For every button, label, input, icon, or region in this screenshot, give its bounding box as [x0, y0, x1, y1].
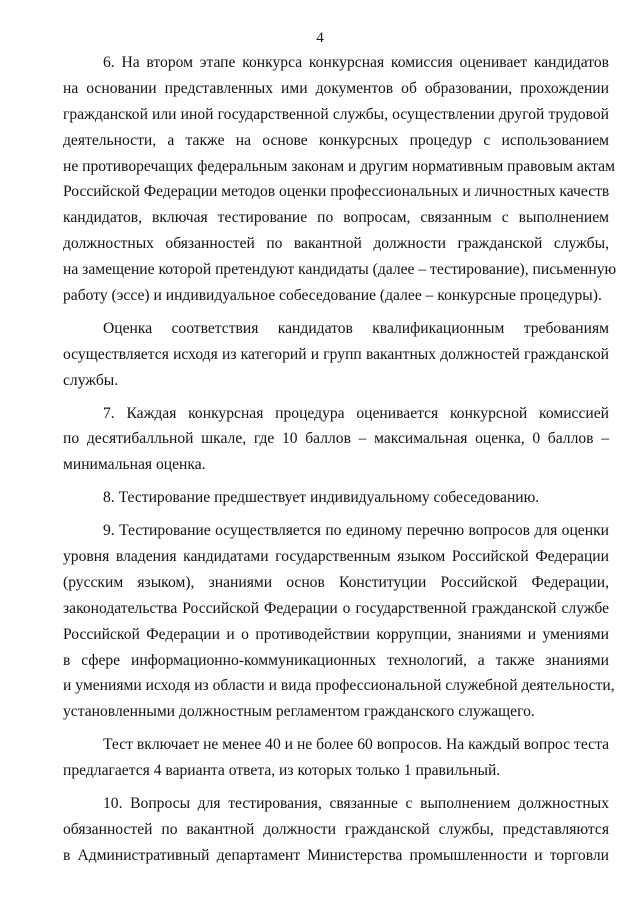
paragraph-gap [63, 309, 609, 316]
paragraph-2 [63, 316, 609, 394]
text-line: 7. Каждая конкурсная процедура оценивается конкурсной комиссией [103, 404, 609, 422]
paragraph-gap [63, 511, 609, 518]
text-line: на замещение которой претендуют кандидаты (далее – тестирование), письменную [63, 261, 617, 279]
paragraph-3 [63, 401, 609, 479]
text-line: в сфере информационно-коммуникационных технологий, а также знаниями [63, 651, 609, 669]
text-line: деятельности, а также на основе конкурсных процедур с использованием [63, 131, 609, 149]
text-line: обязанностей по вакантной должности гражданской службы, представляются [63, 820, 609, 838]
text-line: и умениями исходя из области и вида профессиональной служебной деятельности, [63, 677, 615, 695]
text-line: работу (эссе) и индивидуальное собеседование (далее – конкурсные процедуры). [63, 287, 602, 305]
text-line: 6. На втором этапе конкурса конкурсная комиссия оценивает кандидатов [103, 54, 609, 71]
text-line: по десятибалльной шкале, где 10 баллов – максимальная оценка, 0 баллов – [63, 430, 609, 448]
page-number: 4 [316, 30, 324, 46]
text-line: 9. Тестирование осуществляется по единому перечню вопросов для оценки [103, 522, 609, 540]
paragraph-5 [63, 518, 615, 725]
text-line: должностных обязанностей по вакантной должности гражданской службы, [63, 235, 609, 253]
text-line: (русским языком), знаниями основ Конституции Российской Федерации, [63, 573, 609, 591]
text-line: не противоречащих федеральным законам и другим нормативным правовым актам [63, 157, 615, 175]
paragraph-6 [63, 732, 609, 784]
document-body [63, 50, 617, 869]
text-line: 10. Вопросы для тестирования, связанные с выполнением должностных [103, 795, 609, 813]
text-line: службы. [63, 371, 119, 389]
text-line: осуществляется исходя из категорий и групп вакантных должностей гражданской [63, 345, 609, 363]
paragraph-gap [63, 725, 609, 732]
paragraph-gap [63, 394, 609, 401]
paragraph-gap [63, 784, 609, 791]
text-line: Российской Федерации и о противодействии коррупции, знаниями и умениями [63, 625, 609, 643]
text-line: уровня владения кандидатами государственным языком Российской Федерации [63, 548, 609, 566]
paragraph-1 [63, 50, 617, 309]
text-line: законодательства Российской Федерации о государственной гражданской службе [63, 599, 609, 617]
text-line: предлагается 4 варианта ответа, из которых только 1 правильный. [63, 762, 501, 780]
paragraph-gap [63, 478, 609, 485]
text-line: в Административный департамент Министерства промышленности и торговли [63, 846, 609, 864]
text-line: кандидатов, включая тестирование по вопросам, связанным с выполнением [63, 209, 609, 227]
paragraph-7 [63, 791, 609, 869]
text-line: 8. Тестирование предшествует индивидуальному собеседованию. [103, 489, 540, 507]
text-line: Оценка соответствия кандидатов квалификационным требованиям [103, 319, 609, 337]
text-line: на основании представленных ими документов об образовании, прохождении [63, 79, 609, 97]
paragraph-4 [63, 485, 609, 511]
text-line: Тест включает не менее 40 и не более 60 вопросов. На каждый вопрос теста [103, 736, 609, 754]
text-line: минимальная оценка. [63, 456, 206, 474]
text-line: Российской Федерации методов оценки профессиональных и личностных качеств [63, 183, 610, 201]
text-line: гражданской или иной государственной службы, осуществлении другой трудовой [63, 105, 609, 123]
text-line: установленными должностным регламентом гражданского служащего. [63, 703, 535, 721]
